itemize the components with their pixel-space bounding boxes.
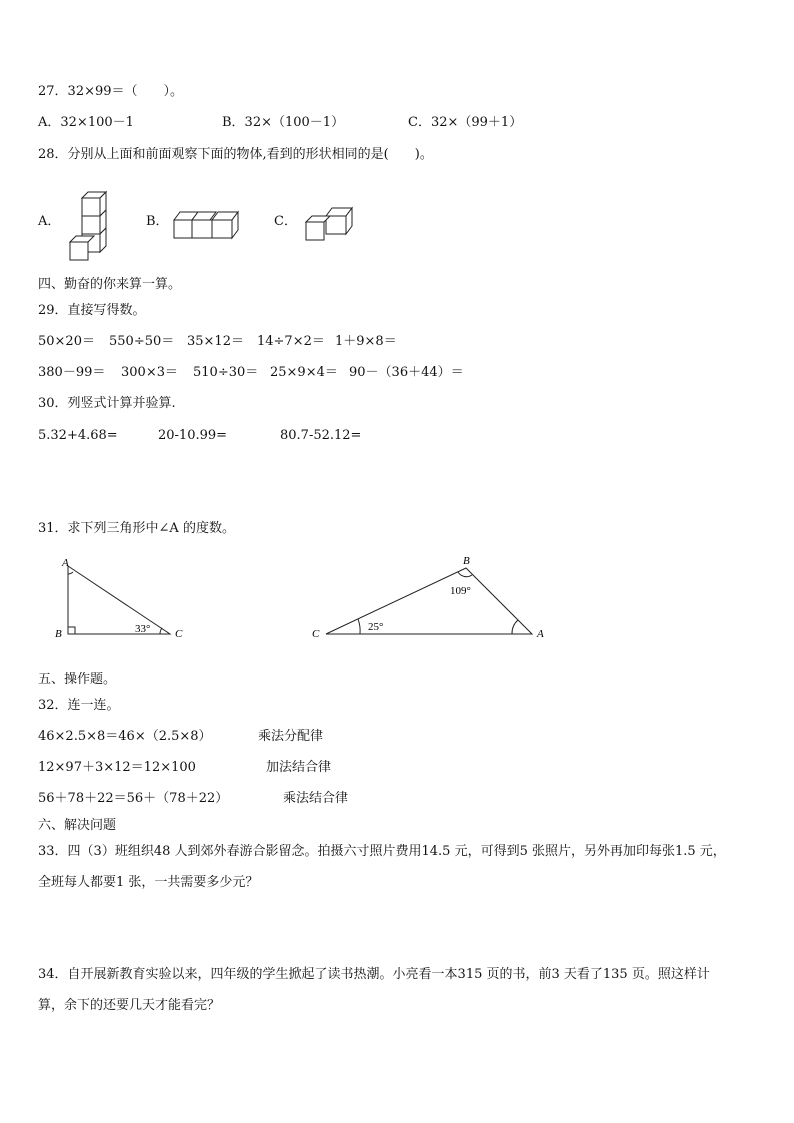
q27-option-b: B．32×（100－1） <box>222 115 345 130</box>
q29-stem: 29．直接写得数。 <box>38 303 146 318</box>
q28-label-b: B． <box>146 214 169 229</box>
tri1-vertex-b: B <box>55 628 62 640</box>
q29-r2-c2: 300×3＝ <box>121 365 178 380</box>
triangle-1 <box>48 550 198 646</box>
cube-figure-b <box>172 208 242 242</box>
tri2-angle-b: 109° <box>450 585 471 597</box>
tri2-vertex-c: C <box>312 628 320 640</box>
q34-line-1: 34．自开展新教育实验以来，四年级的学生掀起了读书热潮。小亮看一本315 页的书，前3 天看了135 页。照这样计 <box>38 967 710 982</box>
q32-right-3: 乘法结合律 <box>283 791 349 806</box>
cube-figure-c <box>304 206 356 242</box>
tri2-angle-c: 25° <box>368 621 384 633</box>
q32-left-2: 12×97＋3×12＝12×100 <box>38 760 196 775</box>
q30-item-2: 20-10.99= <box>158 428 228 443</box>
q29-r1-c1: 50×20＝ <box>38 334 95 349</box>
q32-stem: 32．连一连。 <box>38 698 120 713</box>
section4-title: 四、勤奋的你来算一算。 <box>38 277 182 292</box>
tri1-angle-c: 33° <box>135 623 151 635</box>
tri1-vertex-a: A <box>62 557 69 569</box>
q32-right-2: 加法结合律 <box>266 760 332 775</box>
q27-stem: 27．32×99＝（ ）。 <box>38 84 184 99</box>
q29-r1-c2: 550÷50＝ <box>109 334 175 349</box>
q29-r2-c5: 90－（36＋44）＝ <box>349 365 464 380</box>
q29-r1-c5: 1＋9×8＝ <box>335 334 397 349</box>
q34-line-2: 算，余下的还要几天才能看完？ <box>38 998 221 1013</box>
tri2-vertex-b: B <box>463 555 470 567</box>
q29-r2-c1: 380－99＝ <box>38 365 106 380</box>
section5-title: 五、操作题。 <box>38 672 117 687</box>
q33-line-2: 全班每人都要1 张，一共需要多少元？ <box>38 875 259 890</box>
section6-title: 六、解决问题 <box>38 818 117 833</box>
q28-label-a: A． <box>38 214 61 229</box>
q27-option-c: C．32×（99＋1） <box>408 115 523 130</box>
q30-stem: 30．列竖式计算并验算. <box>38 396 176 411</box>
q29-r2-c3: 510÷30＝ <box>193 365 259 380</box>
q29-r1-c4: 14÷7×2＝ <box>257 334 325 349</box>
q28-stem: 28．分别从上面和前面观察下面的物体,看到的形状相同的是( )。 <box>38 147 433 162</box>
q28-label-c: C． <box>274 214 297 229</box>
q32-right-1: 乘法分配律 <box>258 729 324 744</box>
q32-left-3: 56＋78＋22＝56＋（78＋22） <box>38 791 229 806</box>
q27-option-a: A．32×100－1 <box>38 115 134 130</box>
tri1-vertex-c: C <box>175 628 183 640</box>
q30-item-3: 80.7-52.12= <box>280 428 362 443</box>
q30-item-1: 5.32+4.68= <box>38 428 118 443</box>
q29-r1-c3: 35×12＝ <box>187 334 244 349</box>
q31-stem: 31．求下列三角形中∠A 的度数。 <box>38 521 235 536</box>
q29-r2-c4: 25×9×4＝ <box>270 365 338 380</box>
q33-line-1: 33．四（3）班组织48 人到郊外春游合影留念。拍摄六寸照片费用14.5 元，可得到5 张照片，另外再加印每张1.5 元， <box>38 844 726 859</box>
cube-figure-a <box>66 186 110 262</box>
q32-left-1: 46×2.5×8＝46×（2.5×8） <box>38 729 212 744</box>
tri2-vertex-a: A <box>537 628 544 640</box>
triangle-2 <box>306 548 556 644</box>
